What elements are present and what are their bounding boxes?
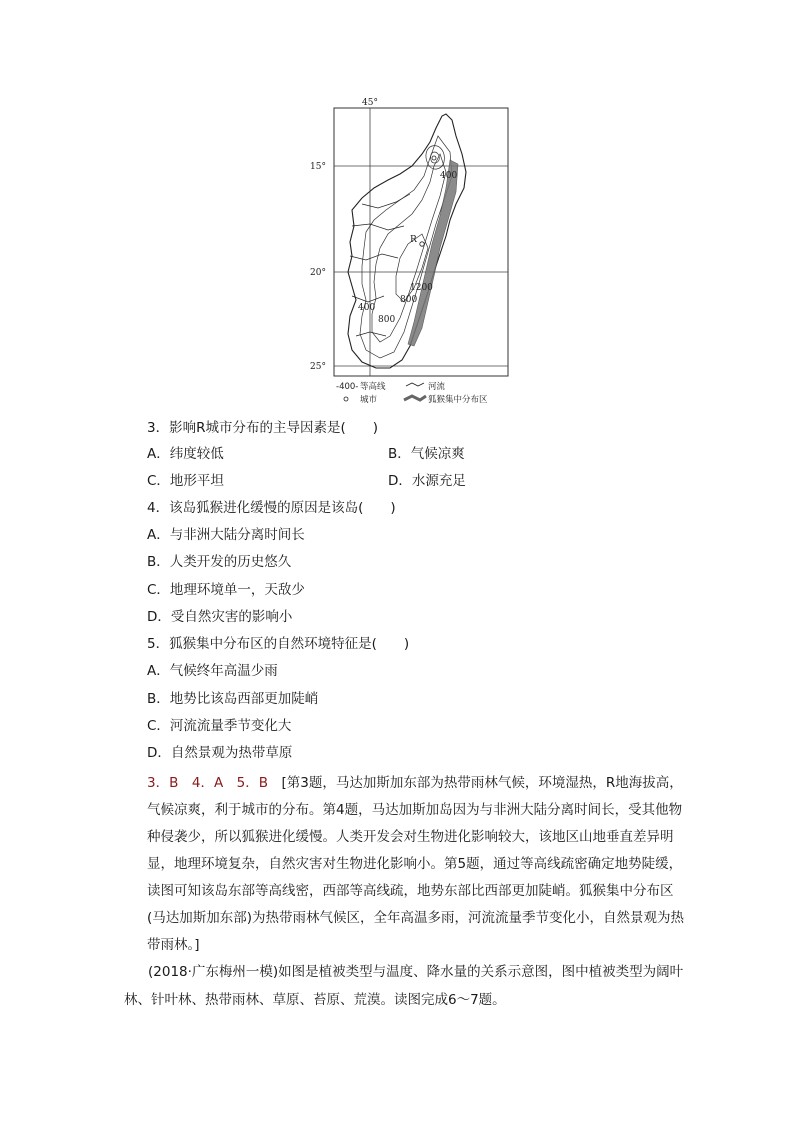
river-4: [362, 194, 410, 208]
contour-label: 800: [378, 315, 396, 325]
question-3-stem: 3．影响R城市分布的主导因素是( ): [147, 420, 379, 436]
question-4-option-c[interactable]: C．地理环境单一，天敌少: [147, 582, 305, 598]
answer-first-text: [第3题，马达加斯加东部为热带雨林气候，环境湿热，R地海拔高，: [281, 775, 683, 791]
next-question-intro: (2018·广东梅州一模)如图是植被类型与温度、降水量的关系示意图，图中植被类型为阔叶林、针叶林、热带雨林、草原、苔原、荒漠。读图完成6～7题。: [124, 964, 684, 1008]
latitude-label-15: 15°: [310, 162, 326, 172]
question-5-option-a[interactable]: A．气候终年高温少雨: [147, 663, 278, 679]
contour-label: 400: [440, 171, 458, 181]
question-5-option-d[interactable]: D．自然景观为热带草原: [147, 745, 293, 761]
legend-contour: 等高线: [360, 382, 386, 392]
legend-lemur-icon: [404, 396, 426, 400]
legend-lemur: 狐猴集中分布区: [428, 395, 488, 405]
question-4-stem: 4．该岛狐猴进化缓慢的原因是该岛( ): [147, 500, 396, 516]
madagascar-map: [300, 96, 530, 410]
river-2: [350, 254, 398, 260]
legend-contour-sample: -400-: [336, 382, 359, 392]
latitude-label-25: 25°: [310, 362, 326, 372]
city-r-marker: [420, 242, 424, 246]
question-5-option-b[interactable]: B．地势比该岛西部更加陡峭: [147, 691, 319, 707]
question-4-option-b[interactable]: B．人类开发的历史悠久: [147, 554, 292, 570]
legend-river-icon: [406, 383, 424, 386]
question-4-option-a[interactable]: A．与非洲大陆分离时间长: [147, 527, 305, 543]
answer-keys: 3．B 4．A 5．B: [147, 775, 269, 791]
madagascar-map-figure: [300, 96, 530, 410]
latitude-label-20: 20°: [310, 268, 326, 278]
question-3-option-a[interactable]: A．纬度较低: [147, 446, 224, 462]
contour-label: 1200: [410, 283, 433, 293]
answer-explanation: [147, 770, 687, 959]
answer-body: 气候凉爽，利于城市的分布。第4题，马达加斯加岛因为与非洲大陆分离时间长，受其他物种侵袭少，所以狐猴进化缓慢。人类开发会对生物进化影响较大，该地区山地垂直差异明显，地理环境复杂，自然灾害对生物进化影响小。第5题，通过等高线疏密确定地势陡缓，读图可知该岛东部等高线密，西部等高线疏，地势东部比西部更加陡峭。狐猴集中分布区(马达加斯加东部)为热带雨林气候区，全年高温多雨，河流流量季节变化小，自然景观为热带雨林。]: [147, 802, 685, 953]
question-5-stem: 5．狐猴集中分布区的自然环境特征是( ): [147, 636, 410, 652]
contour-label: 800: [400, 295, 418, 305]
answer-first-line: [147, 770, 687, 797]
legend-river: 河流: [428, 382, 446, 392]
river-3: [352, 296, 384, 302]
city-r-label: R: [410, 235, 417, 245]
question-5-option-c[interactable]: C．河流流量季节变化大: [147, 718, 292, 734]
question-3-option-d[interactable]: D．水源充足: [388, 473, 466, 489]
island-outline: [348, 114, 466, 368]
longitude-label: 45°: [362, 98, 378, 108]
question-3-option-b[interactable]: B．气候凉爽: [388, 446, 465, 462]
legend-city-icon: [344, 397, 348, 401]
city-marker: [432, 156, 436, 160]
question-3-option-row-1: [147, 444, 224, 464]
contour-label: 400: [358, 303, 376, 313]
question-4-option-d[interactable]: D．受自然灾害的影响小: [147, 609, 293, 625]
legend-city: 城市: [360, 395, 378, 405]
question-3-option-c[interactable]: C．地形平坦: [147, 473, 224, 489]
